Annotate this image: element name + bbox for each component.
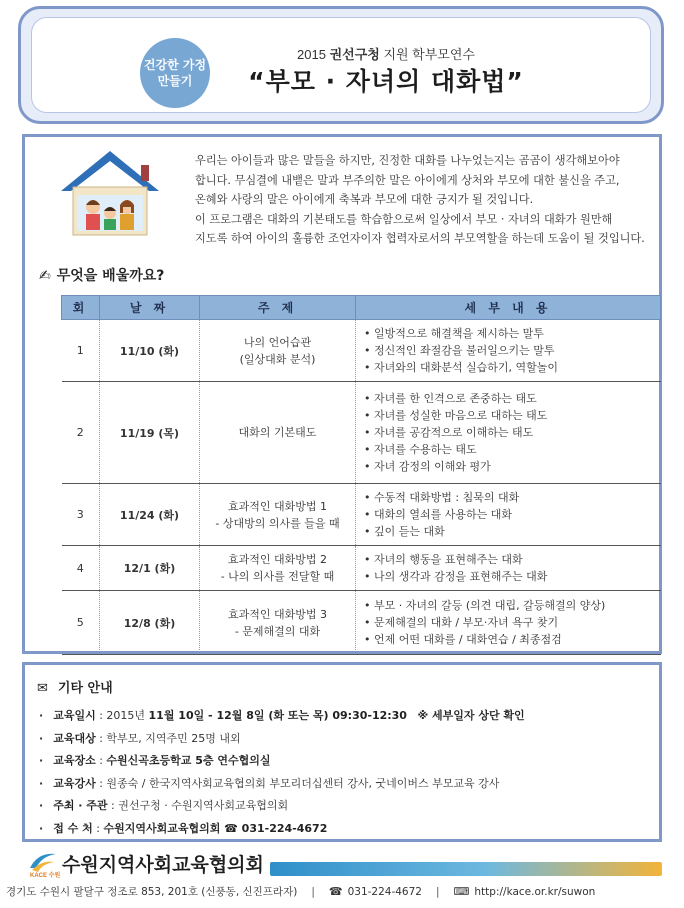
table-row	[62, 546, 661, 591]
session-date: 12/1 (화)	[100, 546, 200, 591]
header-subtitle-rest: 지원 학부모연수	[383, 47, 475, 62]
info-value: : 원종숙 / 한국지역사회교육협의회 부모리더십센터 강사, 굿네이버스 부모교육 강사	[95, 776, 500, 790]
envelope-icon: ✉	[37, 681, 48, 696]
info-list	[39, 705, 649, 840]
detail-item: • 정신적인 좌절감을 불러일으키는 말투	[364, 342, 653, 359]
session-number: 5	[62, 591, 100, 655]
info-label: 교육장소	[53, 754, 96, 767]
info-item-schedule	[39, 705, 649, 728]
info-item-host	[39, 795, 649, 818]
session-number: 1	[62, 320, 100, 382]
session-details	[356, 382, 661, 484]
schedule-table	[61, 295, 661, 655]
session-date: 11/19 (목)	[100, 382, 200, 484]
pen-icon: ✍	[39, 268, 51, 284]
detail-item: • 언제 어떤 대화를 / 대화연습 / 최종점검	[364, 631, 653, 648]
info-label: 주최 · 주관	[53, 799, 108, 812]
detail-item: • 자녀의 행동을 표현해주는 대화	[364, 551, 653, 568]
bullet-icon: ·	[39, 821, 44, 835]
header-topic: 주 제	[200, 296, 356, 320]
session-number: 2	[62, 382, 100, 484]
info-section	[22, 662, 662, 842]
footer-color-bar	[270, 862, 662, 876]
section-heading-label: 무엇을 배울까요?	[56, 268, 165, 284]
info-heading	[37, 677, 113, 696]
info-item-instructor	[39, 773, 649, 796]
header-details: 세 부 내 용	[356, 296, 661, 320]
org-name: 수원지역사회교육협의회	[62, 854, 264, 876]
header-org: 권선구청	[329, 47, 380, 62]
session-topic: 효과적인 대화방법 3 - 문제해결의 대화	[200, 591, 356, 655]
detail-item: • 나의 생각과 감정을 표현해주는 대화	[364, 568, 653, 585]
session-date: 11/24 (화)	[100, 484, 200, 546]
session-details	[356, 484, 661, 546]
detail-item: • 자녀를 수용하는 태도	[364, 441, 653, 458]
website-icon: ⌨	[453, 885, 470, 898]
info-item-target	[39, 728, 649, 751]
session-topic: 대화의 기본태도	[200, 382, 356, 484]
separator: |	[311, 885, 315, 898]
info-label: 교육강사	[53, 776, 96, 790]
info-value: :	[95, 754, 107, 767]
detail-item: • 일방적으로 해결책을 제시하는 말투	[364, 325, 653, 342]
program-introduction: 우리는 아이들과 많은 말들을 하지만, 진정한 대화를 나누었는지는 곰곰이 생각해보아야 합니다. 무심결에 내뱉은 말과 부주의한 말은 아이에게 상처와 부모에 대한 불신을 주고, 온혜와 사랑의 말은 아이에게 축복과 부모에 대한 긍지가 될 것입니다. 이 프로그램은 대화의 기본태도를 학습함으로써 일상에서 부모 · 자녀의 대화가 원만해 지도록 하여 아이의 훌륭한 조언자이자 협력자로서의 부모역할을 하는데 도움이 될 것입니다.	[195, 154, 645, 245]
detail-item: • 부모 · 자녀의 갈등 (의견 대립, 갈등해결의 양상)	[364, 597, 653, 614]
info-value: :	[92, 821, 104, 835]
logo-subtext: KACE 수원	[30, 873, 61, 879]
info-label: 교육대상	[53, 731, 96, 745]
info-item-contact	[39, 818, 649, 841]
session-date: 12/8 (화)	[100, 591, 200, 655]
session-topic: 나의 언어습관 (일상대화 분석)	[200, 320, 356, 382]
info-label: 교육일시	[53, 709, 96, 722]
table-row	[62, 484, 661, 546]
header-year: 2015	[297, 47, 326, 62]
phone-icon: ☎	[328, 885, 343, 898]
footer-contact-line	[6, 884, 678, 899]
detail-item: • 대화의 열쇠를 사용하는 대화	[364, 506, 653, 523]
session-topic: 효과적인 대화방법 1 - 상대방의 의사를 들을 때	[200, 484, 356, 546]
session-details	[356, 591, 661, 655]
info-value: : 권선구청 · 수원지역사회교육협의회	[107, 799, 289, 812]
detail-item: • 수동적 대화방법 : 침묵의 대화	[364, 489, 653, 506]
session-details	[356, 320, 661, 382]
session-number: 4	[62, 546, 100, 591]
detail-item: • 자녀 감정의 이해와 평가	[364, 458, 653, 475]
info-value: : 학부모, 지역주민 25명 내외	[95, 731, 241, 745]
bullet-icon: ·	[39, 731, 44, 745]
detail-item: • 자녀를 성실한 마음으로 대하는 태도	[364, 407, 653, 424]
info-heading-label: 기타 안내	[57, 681, 113, 696]
bullet-icon: ·	[39, 776, 44, 790]
info-label: 접 수 처	[53, 821, 93, 835]
header-date: 날 짜	[100, 296, 200, 320]
info-note: ※ 세부일자 상단 확인	[417, 709, 525, 722]
table-header-row	[62, 296, 661, 320]
info-value-bold: 11월 10일 - 12월 8일 (화 또는 목) 09:30-12:30	[148, 709, 407, 722]
info-item-location	[39, 750, 649, 773]
table-row	[62, 320, 661, 382]
session-topic: 효과적인 대화방법 2 - 나의 의사를 전달할 때	[200, 546, 356, 591]
table-row	[62, 382, 661, 484]
detail-item: • 자녀와의 대화분석 실습하기, 역할놀이	[364, 359, 653, 376]
family-house-icon	[57, 147, 163, 239]
session-number: 3	[62, 484, 100, 546]
detail-item: • 자녀를 한 인격으로 존중하는 태도	[364, 390, 653, 407]
info-value: : 2015년	[95, 709, 149, 722]
healthy-family-badge: 건강한 가정 만들기	[140, 38, 210, 108]
detail-item: • 깊이 듣는 대화	[364, 523, 653, 540]
program-section	[22, 134, 662, 654]
bullet-icon: ·	[39, 754, 44, 767]
detail-item: • 자녀를 공감적으로 이해하는 태도	[364, 424, 653, 441]
detail-item: • 문제해결의 대화 / 부모·자녀 욕구 찾기	[364, 614, 653, 631]
info-value-bold: 수원지역사회교육협의회 ☎ 031-224-4672	[103, 821, 328, 835]
footer-phone: 031-224-4672	[347, 885, 422, 898]
footer-website[interactable]: http://kace.or.kr/suwon	[474, 885, 596, 898]
session-details	[356, 546, 661, 591]
bullet-icon: ·	[39, 799, 44, 812]
section-heading	[39, 265, 164, 285]
footer-address: 경기도 수원시 팔달구 정조로 853, 201호 (신풍동, 신진프라자)	[6, 886, 298, 898]
bullet-icon: ·	[39, 709, 44, 722]
info-value-bold: 수원신곡초등학교 5층 연수협의실	[106, 754, 271, 767]
session-date: 11/10 (화)	[100, 320, 200, 382]
page-title: “부모 · 자녀의 대화법”	[248, 67, 524, 96]
table-row	[62, 591, 661, 655]
separator: |	[435, 885, 440, 898]
header-subtitle	[236, 44, 536, 63]
header-session: 회	[62, 296, 100, 320]
